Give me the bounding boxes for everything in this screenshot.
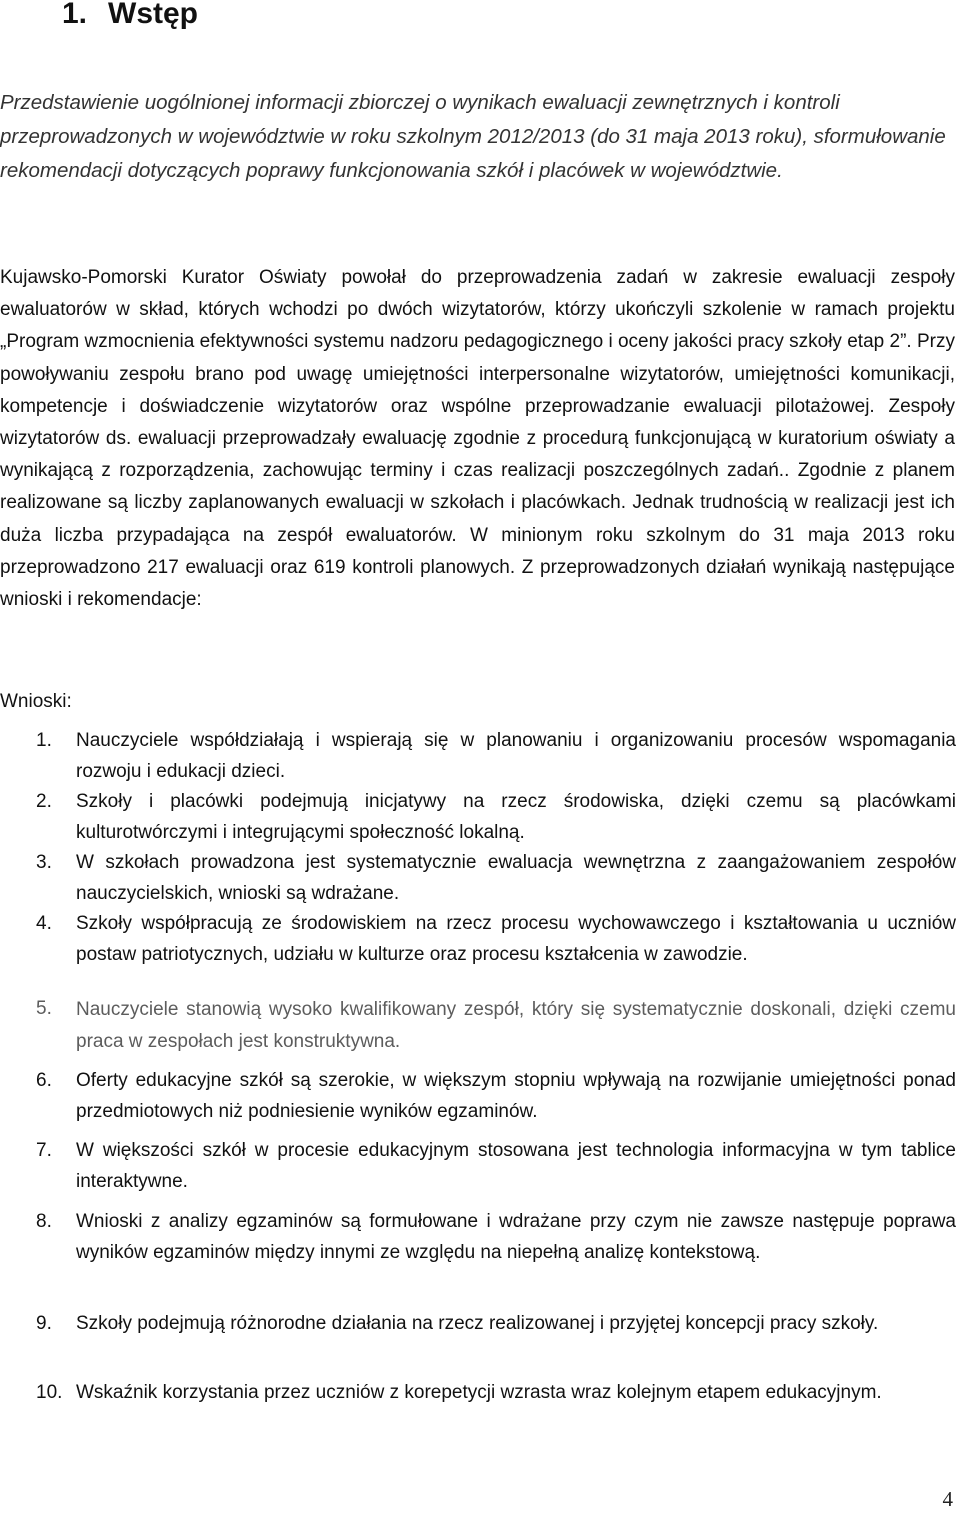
list-item-text: W większości szkół w procesie edukacyjnym stosowana jest technologia informacyjna w tym tablice interaktywne. (76, 1140, 956, 1192)
list-item-number: 5. (36, 998, 52, 1019)
list-item-number: 10. (36, 1382, 63, 1403)
list-item-number: 1. (36, 730, 52, 751)
list-item-text: Szkoły współpracują ze środowiskiem na rzecz procesu wychowawczego i kształtowania u uczniów postaw patriotycznych, udziału w kulturze oraz procesu kształcenia w zawodzie. (76, 913, 956, 965)
list-item-text: Wskaźnik korzystania przez uczniów z korepetycji wzrasta wraz kolejnym etapem edukacyjnym. (76, 1382, 882, 1403)
list-item-text: W szkołach prowadzona jest systematycznie ewaluacja wewnętrzna z zaangażowaniem zespołów nauczycielskich, wnioski są wdrażane. (76, 852, 956, 904)
list-item-number: 8. (36, 1211, 52, 1232)
list-item-text: Oferty edukacyjne szkół są szerokie, w większym stopniu wpływają na rozwijanie umiejętności ponad przedmiotowych niż podniesienie wyników egzaminów. (76, 1070, 956, 1122)
list-item-text: Szkoły i placówki podejmują inicjatywy na rzecz środowiska, dzięki czemu są placówkami kulturotwórczymi i integrującymi społeczność lokalną. (76, 791, 956, 843)
body-paragraph: Kujawsko-Pomorski Kurator Oświaty powołał do przeprowadzenia zadań w zakresie ewaluacji zespoły ewaluatorów w skład, których wchodzi po dwóch wizytatorów, którzy ukończyli szkolenie w ramach projektu „Program wzmocnienia efektywności systemu nadzoru pedagogicznego i oceny jakości pracy szkoły etap 2”. Przy powoływaniu zespołu brano pod uwagę umiejętności interpersonalne wizytatorów, umiejętności komunikacji, kompetencje i doświadczenie wizytatorów oraz wspólne przeprowadzanie ewaluacji pilotażowej. Zespoły wizytatorów ds. ewaluacji przeprowadzały ewaluację zgodnie z procedurą funkcjonującą w kuratorium oświaty a wynikającą z rozporządzenia, zachowując terminy i czas realizacji poszczególnych zadań.. Zgodnie z planem realizowane są liczby zaplanowanych ewaluacji w szkołach i placówkach. Jednak trudnością w realizacji jest ich duża liczba przypadająca na zespół ewaluatorów. W minionym roku szkolnym do 31 maja 2013 roku przeprowadzono 217 ewaluacji oraz 619 kontroli planowych. Z przeprowadzonych działań wynikają następujące wnioski i rekomendacje: (0, 267, 955, 611)
conclusions-label: Wnioski: (0, 691, 72, 712)
section-number: 1. (62, 0, 88, 30)
list-item-number: 7. (36, 1140, 52, 1161)
list-item-number: 3. (36, 852, 52, 873)
list-item-number: 6. (36, 1070, 52, 1091)
list-item-number: 2. (36, 791, 52, 812)
list-item-text: Szkoły podejmują różnorodne działania na rzecz realizowanej i przyjętej koncepcji pracy szkoły. (76, 1313, 879, 1334)
list-item-text: Nauczyciele stanowią wysoko kwalifikowany zespół, który się systematycznie doskonali, dzięki czemu praca w zespołach jest konstruktywna. (76, 999, 956, 1052)
list-item-text: Nauczyciele współdziałają i wspierają się w planowaniu i organizowaniu procesów wspomagania rozwoju i edukacji dzieci. (76, 730, 956, 782)
intro-paragraph: Przedstawienie uogólnionej informacji zbiorczej o wynikach ewaluacji zewnętrznych i kontroli przeprowadzonych w województwie w roku szkolnym 2012/2013 (do 31 maja 2013 roku), sformułowanie rekomendacji dotyczących poprawy funkcjonowania szkół i placówek w województwie. (0, 91, 946, 182)
page-number: 4 (942, 1487, 953, 1511)
list-item-number: 4. (36, 913, 52, 934)
section-heading (62, 0, 198, 34)
section-title: Wstęp (108, 0, 198, 30)
list-item-text: Wnioski z analizy egzaminów są formułowane i wdrażane przy czym nie zawsze następuje poprawa wyników egzaminów między innymi ze względu na niepełną analizę kontekstową. (76, 1211, 956, 1263)
list-item-number: 9. (36, 1313, 52, 1334)
